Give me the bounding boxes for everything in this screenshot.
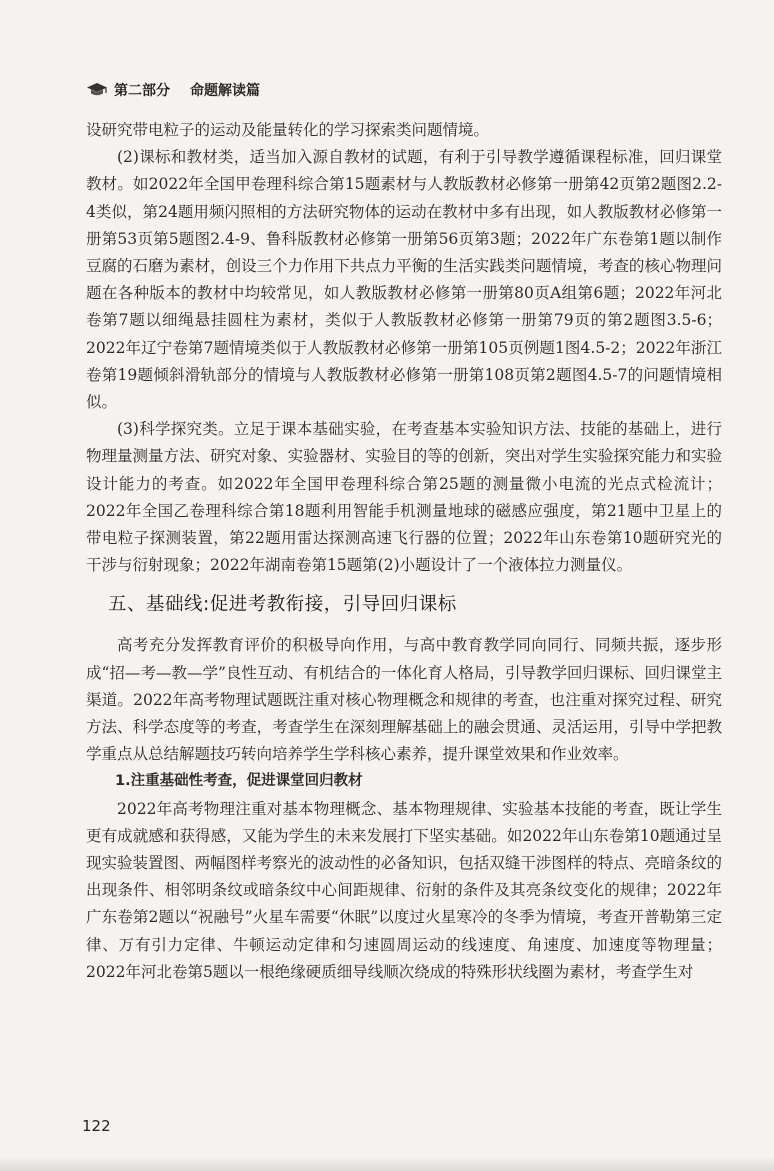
paragraph-inquiry: (3)科学探究类。立足于课本基础实验，在考查基本实验知识方法、技能的基础上，进行物理量测量方法、研究对象、实验器材、实验目的等的创新，突出对学生实验探究能力和实验设计能力的考查。如2022年全国甲卷理科综合第25题的测量微小电流的光点式检流计；2022年全国乙卷理科综合第18题利用智能手机测量地球的磁感应强度，第21题中卫星上的带电粒子探测装置，第22题用雷达探测高速飞行器的位置；2022年山东卷第10题研究光的干涉与衍射现象；2022年湖南卷第15题第(2)小题设计了一个液体拉力测量仪。 <box>86 420 722 575</box>
sub-paragraph: 2022年高考物理注重对基本物理概念、基本物理规律、实验基本技能的考查，既让学生更有成就感和获得感，又能为学生的未来发展打下坚实基础。如2022年山东卷第10题通过呈现实验装置图、两幅图样考察光的波动性的必备知识，包括双缝干涉图样的特点、亮暗条纹的出现条件、相邻明条纹或暗条纹中心间距规律、衍射的条件及其亮条纹变化的规律；2022年广东卷第2题以“祝融号”火星车需要“休眠”以度过火星寒冷的冬季为情境，考查开普勒第三定律、万有引力定律、牛顿运动定律和匀速圆周运动的线速度、角速度、加速度等物理量；2022年河北卷第5题以一根绝缘硬质细导线顺次绕成的特殊形状线圈为素材，考查学生对 <box>86 799 722 981</box>
header-section: 第二部分 <box>114 83 170 99</box>
page-number: 122 <box>82 1117 111 1135</box>
page-body <box>86 117 722 986</box>
section-paragraph: 高考充分发挥教育评价的积极导向作用，与高中教育教学同向同行、同频共振，逐步形成“招—考—教—学”良性互动、有机结合的一体化育人格局，引导教学回归课标、回归课堂主渠道。2022年高考物理试题既注重对核心物理概念和规律的考查，也注重对探究过程、研究方法、科学态度等的考查，考查学生在深刻理解基础上的融会贯通、灵活运用，引导中学把教学重点从总结解题技巧转向培养学生学科核心素养，提升课堂效果和作业效率。 <box>86 636 722 764</box>
graduation-cap-icon <box>86 82 108 98</box>
page-edge-shadow <box>0 1157 774 1171</box>
paragraph-textbook: (2)课标和教材类，适当加入源自教材的试题，有利于引导教学遵循课程标准，回归课堂教材。如2022年全国甲卷理科综合第15题素材与人教版教材必修第一册第42页第2题图2.2-4类似，第24题用频闪照相的方法研究物体的运动在教材中多有出现，如人教版教材必修第一册第53页第5题图2.4-9、鲁科版教材必修第一册第56页第3题；2022年广东卷第1题以制作豆腐的石磨为素材，创设三个力作用下共点力平衡的生活实践类问题情境，考查的核心物理问题在各种版本的教材中均较常见，如人教版教材必修第一册第80页A组第6题；2022年河北卷第7题以细绳悬挂圆柱为素材，类似于人教版教材必修第一册第79页的第2题图3.5-6；2022年辽宁卷第7题情境类似于人教版教材必修第一册第105页例题1图4.5-2；2022年浙江卷第19题倾斜滑轨部分的情境与人教版教材必修第一册第108页第2题图4.5-7的问题情境相似。 <box>86 148 722 412</box>
paragraph-continuation: 设研究带电粒子的运动及能量转化的学习探索类问题情境。 <box>86 121 490 139</box>
running-header <box>86 80 260 100</box>
header-title: 命题解读篇 <box>190 83 260 99</box>
section-heading: 五、基础线:促进考教衔接，引导回归课标 <box>108 594 457 616</box>
sub-heading: 1.注重基础性考查，促进课堂回归教材 <box>115 773 363 790</box>
